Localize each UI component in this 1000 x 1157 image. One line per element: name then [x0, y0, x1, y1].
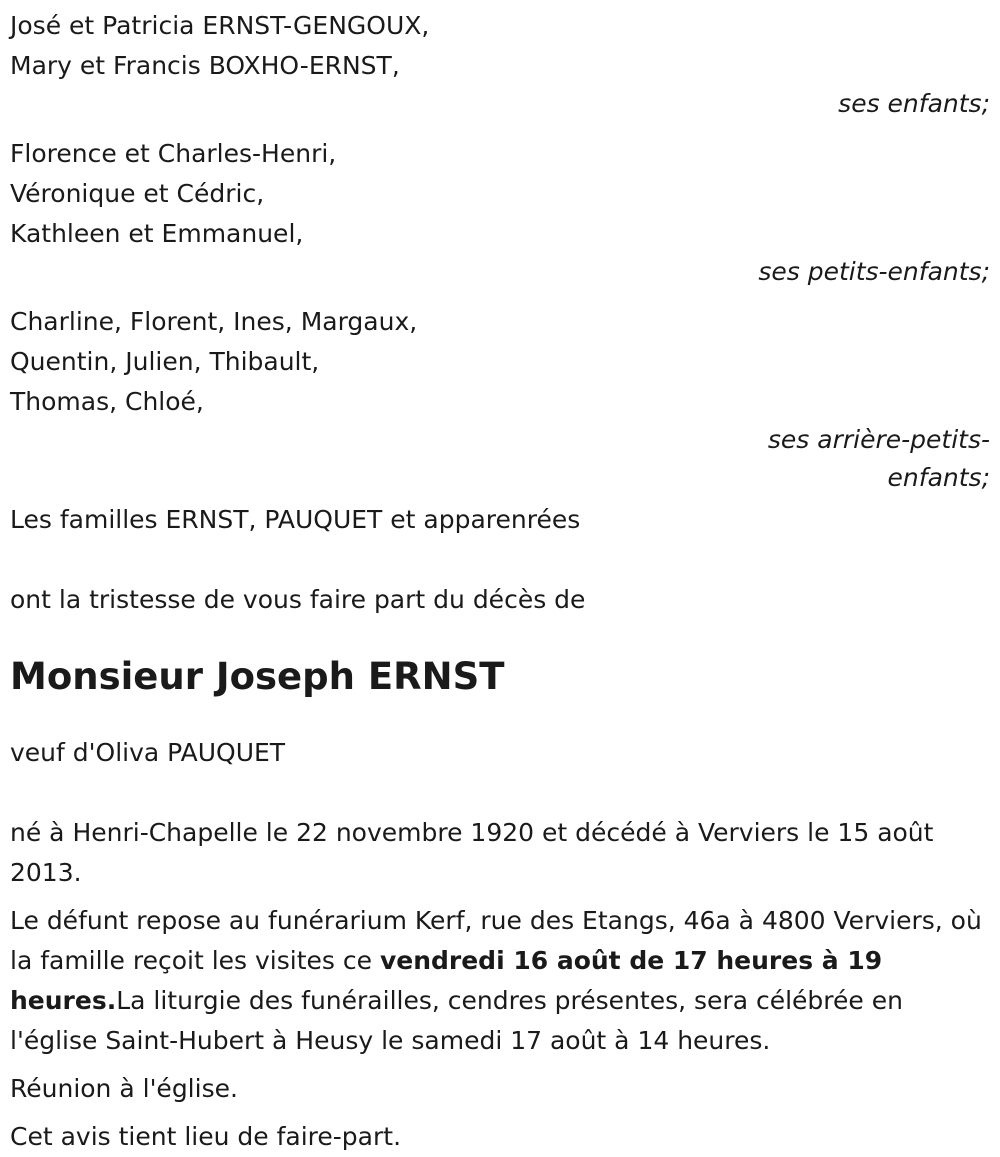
children-line-1: José et Patricia ERNST-GENGOUX,	[10, 11, 430, 40]
grandchildren-line-2: Véronique et Cédric,	[10, 179, 265, 208]
grandchildren-group	[10, 134, 990, 292]
great-grandchildren-line-3: Thomas, Chloé,	[10, 387, 204, 416]
great-grandchildren-line-1: Charline, Florent, Ines, Margaux,	[10, 307, 418, 336]
visitation-text	[10, 901, 985, 1061]
children-role: ses enfants;	[838, 89, 990, 118]
children-line-2: Mary et Francis BOXHO-ERNST,	[10, 51, 400, 80]
closing-text: Cet avis tient lieu de faire-part.	[10, 1122, 402, 1151]
children-group	[10, 6, 990, 124]
grandchildren-line-3: Kathleen et Emmanuel,	[10, 219, 304, 248]
great-grandchildren-role-1: ses arrière-petits-	[767, 425, 990, 454]
deceased-name: Monsieur Joseph ERNST	[10, 655, 505, 698]
great-grandchildren-role-2: enfants;	[887, 463, 990, 492]
birth-death-text: né à Henri-Chapelle le 22 novembre 1920 et décédé à Verviers le 15 août 2013.	[10, 818, 934, 887]
grandchildren-line-1: Florence et Charles-Henri,	[10, 139, 337, 168]
other-families: Les familles ERNST, PAUQUET et apparenrées	[10, 505, 581, 534]
announcement-text: ont la tristesse de vous faire part du décès de	[10, 585, 586, 614]
great-grandchildren-group	[10, 302, 990, 498]
grandchildren-role: ses petits-enfants;	[758, 257, 990, 286]
widower-of: veuf d'Oliva PAUQUET	[10, 738, 286, 767]
visitation-hours: vendredi 16 août de 17 heures à 19 heures.	[10, 946, 883, 1015]
meeting-text: Réunion à l'église.	[10, 1074, 238, 1103]
visitation-text-after: La liturgie des funérailles, cendres présentes, sera célébrée en l'église Saint-Hubert à Heusy le samedi 17 août à 14 heures.	[10, 986, 903, 1055]
visitation-text-before: Le défunt repose au funérarium Kerf, rue des Etangs, 46a à 4800 Verviers, où la famille reçoit les visites ce	[10, 906, 982, 975]
great-grandchildren-line-2: Quentin, Julien, Thibault,	[10, 347, 320, 376]
